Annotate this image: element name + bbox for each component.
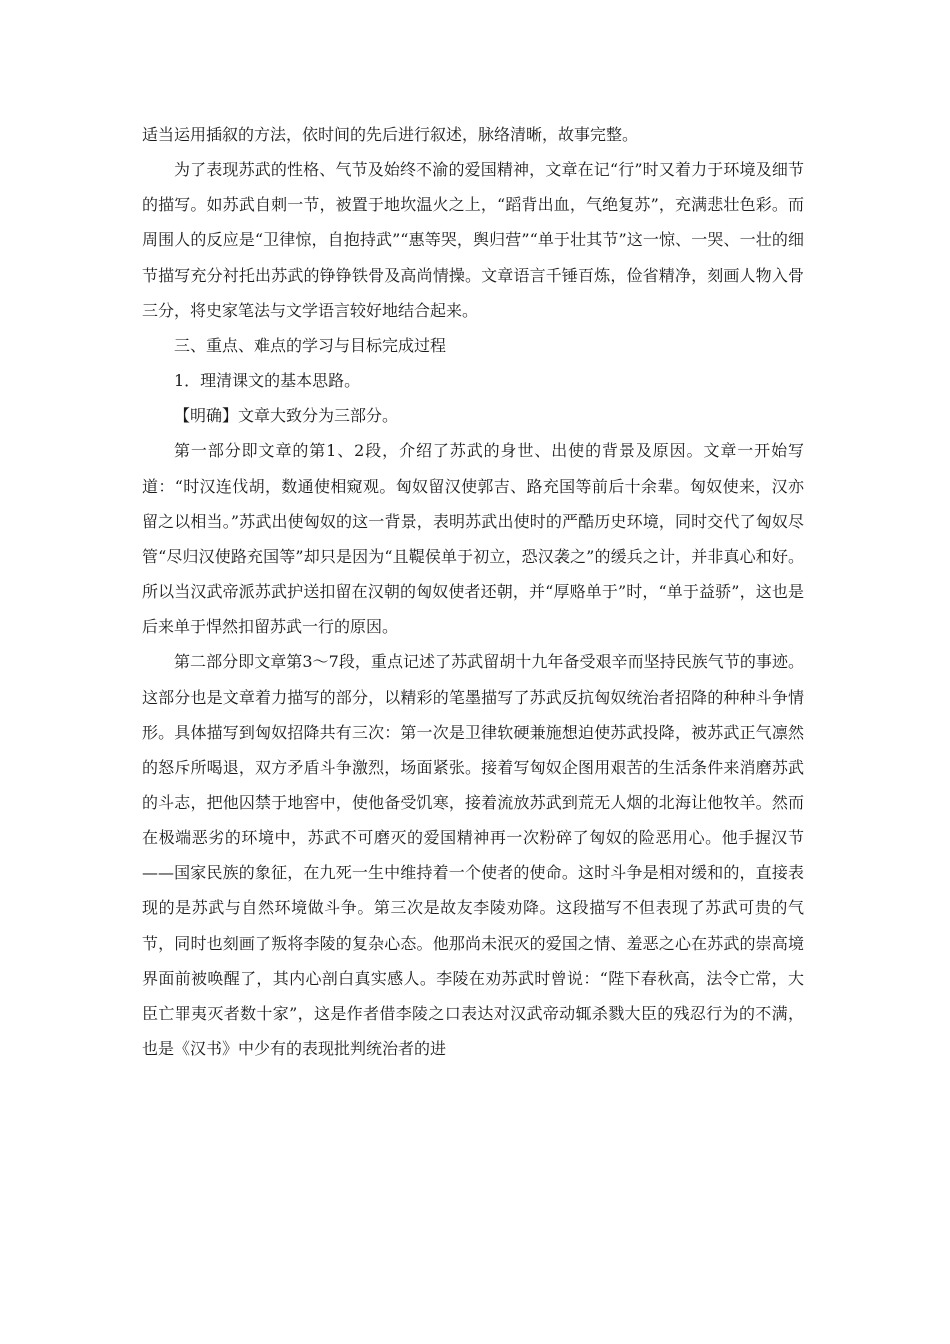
paragraph-part-one: 第一部分即文章的第1、2段，介绍了苏武的身世、出使的背景及原因。文章一开始写道：“时汉连伐胡，数通使相窥观。匈奴留汉使郭吉、路充国等前后十余辈。匈奴使来，汉亦留之以相当。”苏武出使匈奴的这一背景，表明苏武出使时的严酷历史环境，同时交代了匈奴尽管“尽归汉使路充国等”却只是因为“且鞮侯单于初立，恐汉袭之”的缓兵之计，并非真心和好。所以当汉武帝派苏武护送扣留在汉朝的匈奴使者还朝，并“厚赂单于”时，“单于益骄”，这也是后来单于悍然扣留苏武一行的原因。: [142, 441, 804, 637]
paragraph-continuation: 适当运用插叙的方法，依时间的先后进行叙述，脉络清晰，故事完整。: [142, 125, 639, 144]
paragraph-answer: 【明确】文章大致分为三部分。: [174, 406, 399, 426]
document-body: [142, 117, 804, 1066]
section-heading: 三、重点、难点的学习与目标完成过程: [174, 335, 447, 355]
paragraph-part-two: 第二部分即文章第3～7段，重点记述了苏武留胡十九年备受艰辛而坚持民族气节的事迹。这部分也是文章着力描写的部分，以精彩的笔墨描写了苏武反抗匈奴统治者招降的种种斗争情形。具体描写到匈奴招降共有三次：第一次是卫律软硬兼施想迫使苏武投降，被苏武正气凛然的怒斥所喝退，双方矛盾斗争激烈，场面紧张。接着写匈奴企图用艰苦的生活条件来消磨苏武的斗志，把他囚禁于地窖中，使他备受饥寒，接着流放苏武到荒无人烟的北海让他牧羊。然而在极端恶劣的环境中，苏武不可磨灭的爱国精神再一次粉碎了匈奴的险恶用心。他手握汉节——国家民族的象征，在九死一生中维持着一个使者的使命。这时斗争是相对缓和的，直接表现的是苏武与自然环境做斗争。第三次是故友李陵劝降。这段描写不但表现了苏武可贵的气节，同时也刻画了叛将李陵的复杂心态。他那尚未泯灭的爱国之情、羞恶之心在苏武的崇高境界面前被唤醒了，其内心剖白真实感人。李陵在劝苏武时曾说：“陛下春秋高，法令亡常，大臣亡罪夷灭者数十家”，这是作者借李陵之口表达对汉武帝动辄杀戮大臣的残忍行为的不满，也是《汉书》中少有的表现批判统治者的进: [142, 652, 804, 1059]
paragraph-environment-detail: 为了表现苏武的性格、气节及始终不渝的爱国精神，文章在记“行”时又着力于环境及细节的描写。如苏武自刺一节，被置于地坎温火之上，“蹈背出血，气绝复苏”，充满悲壮色彩。而周围人的反应是“卫律惊，自抱持武”“惠等哭，舆归营”“单于壮其节”这一惊、一哭、一壮的细节描写充分衬托出苏武的铮铮铁骨及高尚情操。文章语言千锤百炼，俭省精净，刻画人物入骨三分，将史家笔法与文学语言较好地结合起来。: [142, 160, 804, 320]
subsection-heading: 1．理清课文的基本思路。: [174, 371, 361, 391]
